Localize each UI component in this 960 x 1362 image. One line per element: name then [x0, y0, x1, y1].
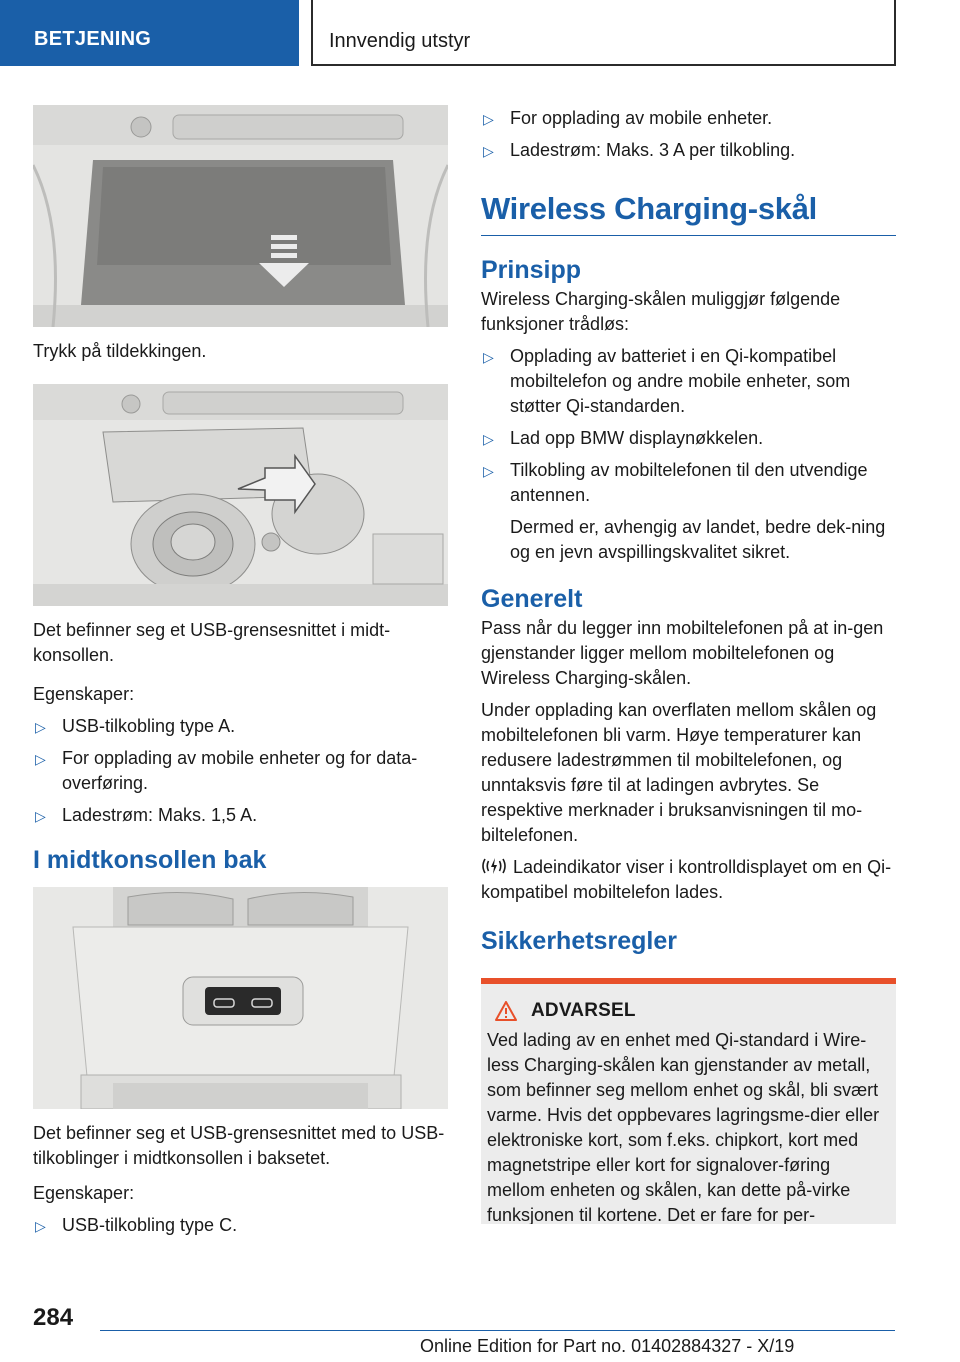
caption-press-cover: Trykk på tildekkingen.	[33, 341, 207, 361]
warning-box	[481, 978, 896, 1224]
list-item: ▷ Lad opp BMW displaynøkkelen.	[481, 426, 896, 451]
page-number: 284	[33, 1304, 74, 1331]
list-item: ▷ USB-tilkobling type A.	[33, 714, 448, 739]
warning-label: ADVARSEL	[531, 1000, 636, 1021]
photo-usb-rear	[33, 887, 448, 1109]
photo-usb-front	[33, 384, 448, 606]
chapter-title-wireless-charging: Wireless Charging-skål	[481, 191, 896, 236]
footer-divider	[100, 1330, 895, 1331]
triangle-bullet-icon: ▷	[35, 719, 46, 735]
list-item: ▷ Tilkobling av mobiltelefonen til den utvendige antennen. Dermed er, avhengig av landet, bedre dek-ning og en jevn avspillingskvalitet sikret.	[481, 458, 896, 565]
subsection-title-general: Generelt	[481, 585, 583, 613]
list-item: ▷ Opplading av batteriet i en Qi-kompatibel mobiltelefon og andre mobile enheter, som støtter Qi-standarden.	[483, 346, 851, 416]
warning-text: Ved lading av en enhet med Qi-standard i Wire-less Charging-skålen kan gjenstander av metall, som befinner seg mellom enhet og skål, bli svært varme. Hvis det oppbevares lagringsme-dier eller elektroniske kort, som f.eks. chipkort, kort med magnetstripe eller kort for signalover-føring mellom enheten og skålen, kan dette på-virke funksjonen til kortene. Det er fare for per-	[487, 1030, 880, 1224]
triangle-bullet-icon: ▷	[35, 1218, 46, 1234]
antenna-note: Dermed er, avhengig av landet, bedre dek-ning og en jevn avspillingskvalitet sikret.	[510, 517, 886, 562]
principle-text: Wireless Charging-skålen muliggjør følgende funksjoner trådløs:	[481, 289, 841, 334]
list-item: ▷ For opplading av mobile enheter.	[481, 106, 896, 131]
footer-edition-text: Online Edition for Part no. 01402884327 - X/19	[420, 1336, 795, 1356]
usb-front-properties-list	[33, 714, 448, 828]
subsection-title-safety: Sikkerhetsregler	[481, 927, 677, 955]
principle-functions-list	[481, 344, 896, 565]
wireless-charging-indicator-icon	[481, 856, 507, 876]
list-item: ▷ Ladestrøm: Maks. 3 A per tilkobling.	[481, 138, 896, 163]
usb-rear-properties-list	[33, 1213, 448, 1238]
caption-usb-rear: Det befinner seg et USB-grensesnittet med to USB-tilkoblinger i midtkonsollen i baksetet.	[33, 1123, 445, 1168]
photo-cover-closed	[33, 105, 448, 327]
right-column	[481, 105, 896, 1224]
warning-triangle-icon	[495, 1001, 517, 1021]
triangle-bullet-icon: ▷	[483, 143, 494, 159]
page-header-title: Innvendig utstyr	[311, 0, 896, 66]
properties-label: Egenskaper:	[33, 684, 135, 704]
triangle-bullet-icon: ▷	[483, 463, 494, 479]
warning-header	[495, 1000, 890, 1022]
left-column	[33, 105, 448, 1238]
general-para-2: Under opplading kan overflaten mellom skålen og mobiltelefonen bli varm. Høye temperaturer kan redusere ladestrømmen til mobiltelefonen, og unntaksvis føre til at ladingen avbrytes. Se respektive merknader i bruksanvisningen til mo-biltelefonen.	[481, 700, 877, 845]
triangle-bullet-icon: ▷	[483, 431, 494, 447]
caption-usb-front: Det befinner seg et USB-grensesnittet i midt-konsollen.	[33, 620, 391, 665]
general-para-1: Pass når du legger inn mobiltelefonen på at in-gen gjenstander ligger mellom mobiltelefonen og Wireless Charging-skålen.	[481, 618, 884, 688]
subsection-title-principle: Prinsipp	[481, 256, 582, 284]
chapter-tab: BETJENING	[0, 0, 299, 66]
list-item: ▷ Ladestrøm: Maks. 1,5 A.	[33, 803, 448, 828]
triangle-bullet-icon: ▷	[483, 111, 494, 127]
section-title-rear-console: I midtkonsollen bak	[33, 846, 267, 874]
triangle-bullet-icon: ▷	[35, 751, 46, 767]
usb-rear-properties-continued	[481, 106, 896, 163]
list-item: ▷ USB-tilkobling type C.	[33, 1213, 448, 1238]
charging-indicator-line: Ladeindikator viser i kontrolldisplayet om en Qi-kompatibel mobiltelefon lades.	[481, 857, 892, 902]
list-item: ▷ For opplading av mobile enheter og for data-overføring.	[35, 748, 418, 793]
properties-label-2: Egenskaper:	[33, 1183, 135, 1203]
triangle-bullet-icon: ▷	[35, 808, 46, 824]
triangle-bullet-icon: ▷	[483, 349, 494, 365]
